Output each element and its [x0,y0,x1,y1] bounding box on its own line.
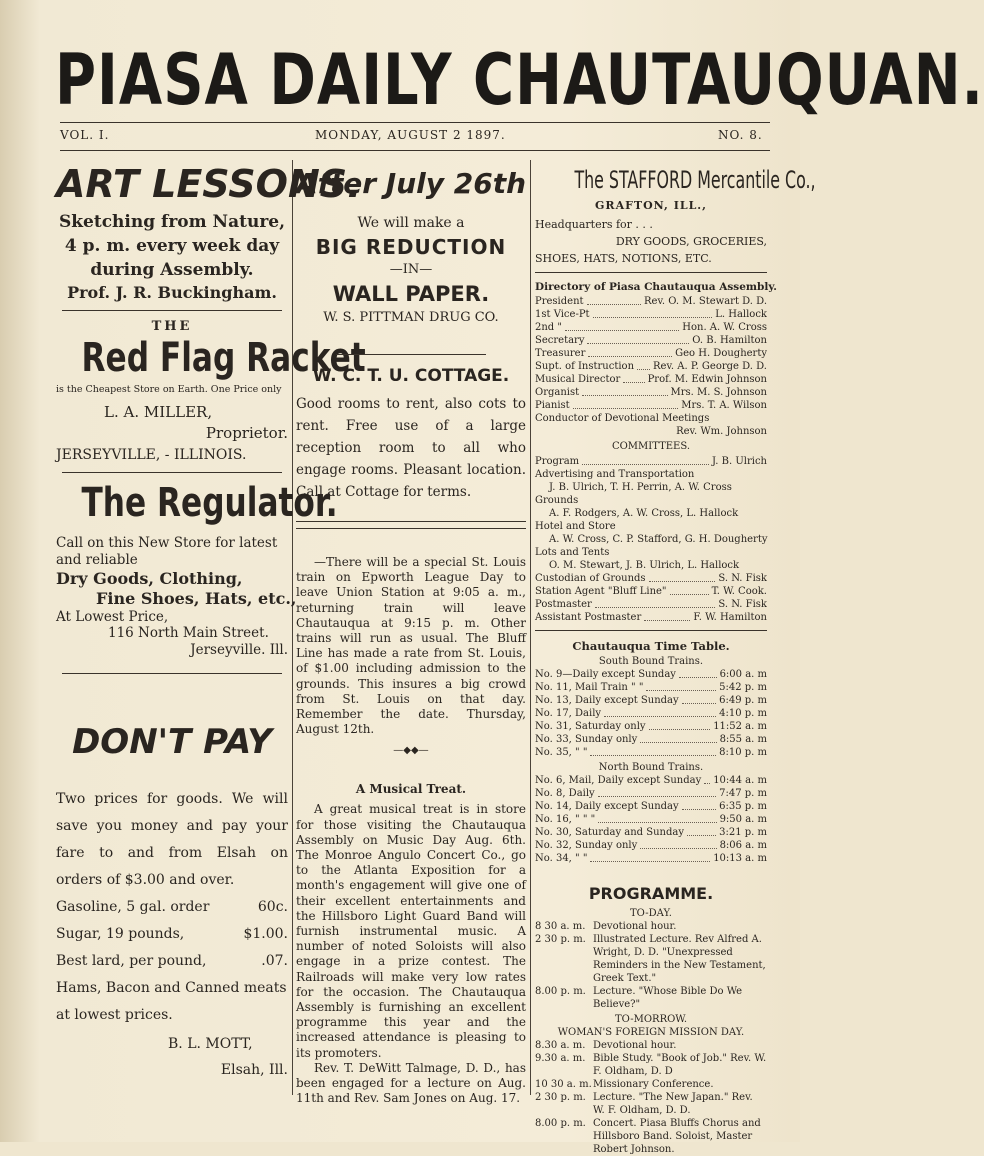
programme-item: 8.00 p. m. Lecture. "Whose Bible Do We Believe?" [535,986,743,1010]
directory-row: Musical Director Prof. M. Edwin Johnson [535,374,767,385]
art-lessons-headline: ART LESSONS. [56,162,362,206]
programme-item: 2 30 p. m. Lecture. "The New Japan." Rev. W. F. Oldham, D. D. [535,1092,753,1116]
regulator-goods-1: Dry Goods, Clothing, [56,569,243,588]
directory-row: Program J. B. Ulrich [535,456,767,467]
divider [296,521,526,522]
train-row: No. 17, Daily 4:10 p. m [535,708,767,719]
directory-row: Secretary O. B. Hamilton [535,335,767,346]
wctu-body: Good rooms to rent, also cots to rent. Free use of a large reception room to all who engage rooms. Pleasant location. Call at Cottage for terms. [296,396,526,500]
programme-item: 10 30 a. m. Missionary Conference. [535,1079,714,1090]
committee-names: A. F. Rodgers, A. W. Cross, L. Hallock [549,508,739,519]
train-row: No. 31, Saturday only 11:52 a. m [535,721,767,732]
directory-row: Postmaster S. N. Fisk [535,599,767,610]
committee-role: Grounds [535,495,579,506]
dont-pay-place: Elsah, Ill. [220,1062,288,1078]
programme-title: PROGRAMME. [588,884,714,903]
train-row: No. 13, Daily except Sunday 6:49 p. m [535,695,767,706]
train-row: No. 35, " " 8:10 p. m [535,747,767,758]
volume-label: VOL. I. [60,128,110,142]
dont-pay-headline: DON'T PAY [72,722,272,762]
stafford-line-2: DRY GOODS, GROCERIES, [615,235,767,248]
programme-item: 8 30 a. m. Devotional hour. [535,921,677,932]
directory-row: 1st Vice-Pt L. Hallock [535,309,767,320]
programme-item: 2 30 p. m. Illustrated Lecture. Rev Alfred A. Wright, D. D. "Unexpressed Reminders in the New Testament, Greek Text." [535,934,766,984]
timetable-title: Chautauqua Time Table. [572,639,730,653]
programme-today: TO-DAY. [630,908,672,919]
talmage-notice: Rev. T. DeWitt Talmage, D. D., has been engaged for a lecture on Aug. 11th and Rev. Sam Jones on Aug. 17. [296,1060,526,1106]
racket-owner-title: Proprietor. [205,424,288,442]
art-lessons-signature: Prof. J. R. Buckingham. [67,283,277,302]
price-row: Gasoline, 5 gal. order 60c. [56,899,288,915]
stafford-city: GRAFTON, ILL., [595,199,707,212]
directory-row: Assistant Postmaster F. W. Hamilton [535,612,767,623]
timetable [535,655,767,865]
committee-role: Hotel and Store [535,521,616,532]
directory-row: Pianist Mrs. T. A. Wilson [535,400,767,411]
regulator-town: Jerseyville. Ill. [190,642,288,658]
art-lessons-body: Sketching from Nature, 4 p. m. every week day during Assembly. [58,212,286,280]
train-row: No. 30, Saturday and Sunday 3:21 p. m [535,827,767,838]
price-row: Best lard, per pound, .07. [56,953,288,969]
committee-role: Advertising and Transportation [535,469,695,480]
dont-pay-footer: Hams, Bacon and Canned meats at lowest prices. [56,980,287,1023]
regulator-goods-2: Fine Shoes, Hats, etc., [96,589,297,608]
directory-row: Custodian of Grounds S. N. Fisk [535,573,767,584]
directory-list [535,295,767,624]
north-bound-title: North Bound Trains. [598,762,704,773]
musical-treat-headline: A Musical Treat. [355,782,467,797]
column-rule-1 [292,160,293,1095]
wall-paper: WALL PAPER. [332,282,490,306]
divider [535,272,767,273]
stafford-line-1: Headquarters for . . . [535,218,653,231]
masthead-rule [60,122,770,123]
committee-names: O. M. Stewart, J. B. Ulrich, L. Hallock [549,560,740,571]
red-flag-racket-headline: Red Flag Racket [81,335,366,381]
issue-number: NO. 8. [718,128,763,142]
dont-pay-body: Two prices for goods. We will save you money and pay your fare to and from Elsah on orders of $3.00 and over. [56,791,288,888]
directory-row: 2nd " Hon. A. W. Cross [535,322,767,333]
programme-tomorrow: TO-MORROW. [614,1014,688,1025]
big-reduction: BIG REDUCTION [315,235,507,259]
train-row: No. 34, " " 10:13 a. m [535,853,767,864]
train-row: No. 33, Sunday only 8:55 a. m [535,734,767,745]
programme [535,907,767,1156]
committee-names: J. B. Ulrich, T. H. Perrin, A. W. Cross [549,482,732,493]
issue-date: MONDAY, AUGUST 2 1897. [315,128,506,142]
committee-names: A. W. Cross, C. P. Stafford, G. H. Dougherty [549,534,768,545]
conductor-role: Conductor of Devotional Meetings [535,413,710,424]
column-3 [535,162,816,1156]
dont-pay-name: B. L. MOTT, [168,1036,253,1052]
divider [62,673,282,674]
divider [62,310,282,311]
racket-owner: L. A. MILLER, [104,403,213,421]
racket-the: THE [151,319,193,334]
stafford-line-3: SHOES, HATS, NOTIONS, ETC. [535,252,712,265]
masthead-title: PIASA DAILY CHAUTAUQUAN. [55,40,984,122]
divider [62,472,282,473]
racket-city: JERSEYVILLE, - ILLINOIS. [56,447,247,463]
committees-title: COMMITTEES. [611,441,691,452]
divider [296,528,526,529]
programme-tomorrow-sub: WOMAN'S FOREIGN MISSION DAY. [557,1027,745,1038]
regulator-address: 116 North Main Street. [108,625,269,641]
st-louis-notice: —There will be a special St. Louis train on Epworth League Day to leave Union Station at 9:05 a. m., returning train will leave Chautauqua at 9:15 p. m. Other trains will run as usual. The Bluff Line has made a rate from St. Louis, of $1.00 including admission to the grounds. This insures a big crowd from St. Louis on that day. Remember the date. Thursday, August 12th. [296,555,526,737]
directory-row: Organist Mrs. M. S. Johnson [535,387,767,398]
divider [336,354,486,355]
train-row: No. 9—Daily except Sunday 6:00 a. m [535,669,767,680]
musical-treat-body: A great musical treat is in store for those visiting the Chautauqua Assembly on Music Day Aug. 6th. The Monroe Angulo Concert Co., go to the Atlanta Exposition for a month's engagement will give one of their excellent entertainments and the Hillsboro Light Guard Band will furnish instrumental music. A number of noted Soloists will also engage in a prize contest. The Railroads will make very low rates for the occasion. The Chautauqua Assembly is furnishing an excellent programme this year and the increased attendance is pleasing to its promoters. [296,802,526,1060]
column-rule-2 [530,160,531,1095]
july-line-3: —IN— [389,262,433,277]
programme-item: 8.00 p. m. Concert. Piasa Bluffs Chorus and Hillsboro Band. Soloist, Master Robert Johnson. [535,1118,761,1155]
train-row: No. 6, Mail, Daily except Sunday 10:44 a. m [535,775,767,786]
conductor-name: Rev. Wm. Johnson [676,426,767,437]
ornament-divider: —◆◆— [393,745,429,757]
wctu-headline: W. C. T. U. COTTAGE. [312,366,510,386]
regulator-headline: The Regulator. [81,480,338,526]
train-row: No. 11, Mail Train " " 5:42 p. m [535,682,767,693]
directory-row: Station Agent "Bluff Line" T. W. Cook. [535,586,767,597]
after-july-headline: After July 26th [296,167,527,200]
column-2 [296,162,526,1107]
divider [535,630,767,631]
train-row: No. 8, Daily 7:47 p. m [535,788,767,799]
july-line-1: We will make a [357,215,465,231]
pittman-drug-co: W. S. PITTMAN DRUG CO. [323,310,499,325]
programme-item: 9.30 a. m. Bible Study. "Book of Job." Rev. W. F. Oldham, D. D [535,1053,767,1077]
directory-row: Supt. of Instruction Rev. A. P. George D. D. [535,361,767,372]
dateline-rule [60,150,770,151]
racket-tagline: is the Cheapest Store on Earth. One Price only [56,384,282,395]
directory-row: President Rev. O. M. Stewart D. D. [535,296,767,307]
train-row: No. 32, Sunday only 8:06 a. m [535,840,767,851]
train-row: No. 14, Daily except Sunday 6:35 p. m [535,801,767,812]
committee-role: Lots and Tents [535,547,610,558]
train-row: No. 16, " " " 9:50 a. m [535,814,767,825]
stafford-headline: The STAFFORD Mercantile Co., [574,166,816,194]
regulator-price: At Lowest Price, [56,609,169,625]
regulator-intro: Call on this New Store for latest and reliable [56,535,278,568]
column-1 [56,162,366,1083]
programme-item: 8.30 a. m. Devotional hour. [535,1040,677,1051]
price-row: Sugar, 19 pounds, $1.00. [56,926,288,942]
directory-row: Treasurer Geo H. Dougherty [535,348,767,359]
directory-title: Directory of Piasa Chautauqua Assembly. [535,281,777,293]
south-bound-title: South Bound Trains. [598,656,704,667]
